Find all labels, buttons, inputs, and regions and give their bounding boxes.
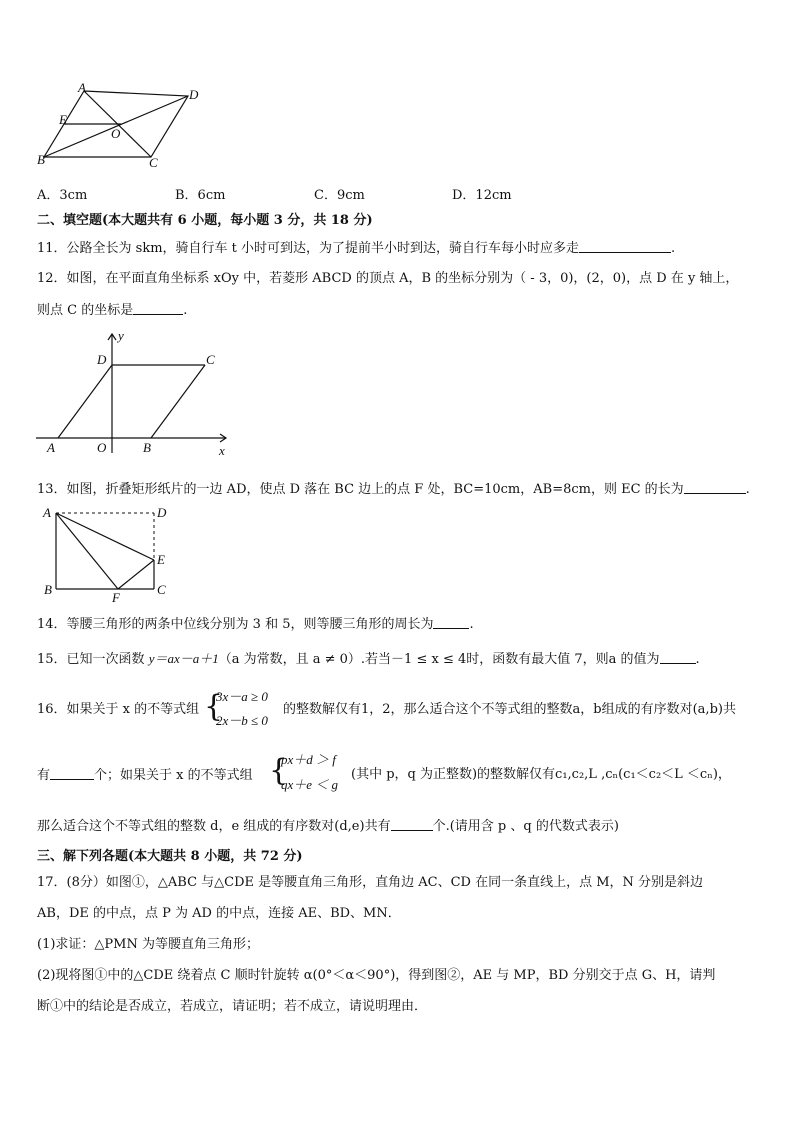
label-C: C	[157, 582, 166, 597]
q16-inequality-1b: 2x－b ≤ 0	[216, 713, 268, 728]
question-16-line-2	[37, 767, 253, 784]
axis-label-y: y	[118, 328, 124, 343]
q16-part-1: 16．如果关于 x 的不等式组	[37, 702, 200, 717]
answer-blank-12[interactable]	[133, 302, 183, 315]
q10-option-b: B．6cm	[175, 188, 226, 203]
label-E: E	[59, 112, 67, 127]
label-E: E	[157, 552, 165, 567]
label-O: O	[97, 440, 107, 455]
q12-line-2: 则点 C 的坐标是	[37, 303, 134, 318]
q16-brace-2: {	[269, 753, 289, 788]
q14-text: 14．等腰三角形的两条中位线分别为 3 和 5，则等腰三角形的周长为	[37, 617, 434, 632]
q15-part-2: （a 为常数，且 a ≠ 0）.若当－1 ≤ x ≤ 4时，函数有最大值 7，则a 的值为	[218, 652, 660, 667]
q13-text: 13．如图，折叠矩形纸片的一边 AD，使点 D 落在 BC 边上的点 F 处，BC=10cm，AB=8cm，则 EC 的长为	[37, 482, 684, 497]
label-O: O	[111, 126, 121, 141]
folded-rectangle-figure	[36, 502, 176, 602]
label-A: A	[47, 440, 55, 455]
q17-line-5: 断①中的结论是否成立，若成立，请证明；若不成立，请说明理由．	[37, 999, 428, 1014]
answer-blank-15[interactable]	[660, 651, 696, 664]
q17-line-1: 17．(8分）如图①，△ABC 与△CDE 是等腰直角三角形，直角边 AC、CD 在同一条直线上，点 M，N 分别是斜边	[37, 875, 704, 890]
label-D: D	[157, 505, 167, 520]
question-14	[37, 616, 474, 633]
q14-end: .	[469, 617, 474, 632]
label-B: B	[143, 440, 151, 455]
parallelogram-figure	[30, 80, 210, 172]
q15-function: y＝ax－a＋1	[148, 651, 219, 666]
label-D: D	[97, 352, 107, 367]
label-A: A	[78, 80, 86, 95]
q15-end: .	[695, 652, 700, 667]
q11-text: 11．公路全长为 skm，骑自行车 t 小时可到达，为了提前半小时到达，骑自行车每小时应多走	[37, 241, 580, 256]
question-13	[37, 481, 750, 498]
coordinate-rhombus-figure	[36, 328, 236, 458]
section-2-title: 二、填空题(本大题共有 6 小题，每小题 3 分，共 18 分)	[37, 213, 373, 228]
q16-part-2: 的整数解仅有1，2，那么适合这个不等式组的整数a，b组成的有序数对(a,b)共	[283, 702, 736, 717]
q12-line-1: 12．如图，在平面直角坐标系 xOy 中，若菱形 ABCD 的顶点 A，B 的坐标分别为（ - 3，0)，(2，0)，点 D 在 y 轴上，	[37, 271, 739, 286]
q17-line-3: (1)求证：△PMN 为等腰直角三角形；	[37, 937, 259, 952]
question-16-line-3	[37, 818, 619, 835]
q13-end: .	[745, 482, 750, 497]
axis-label-x: x	[219, 443, 225, 458]
label-C: C	[149, 155, 158, 170]
question-11	[37, 240, 675, 257]
q16-inequality-1a: 3x－a ≥ 0	[216, 689, 268, 704]
q16-inequality-2a: px＋d ＞ f	[281, 752, 336, 767]
q16-part-3: 有	[37, 768, 51, 783]
answer-blank-11[interactable]	[579, 240, 671, 253]
answer-blank-16b[interactable]	[391, 818, 433, 831]
q11-end: .	[671, 241, 676, 256]
q16-brace-1: {	[204, 689, 224, 724]
label-D: D	[189, 87, 199, 102]
answer-blank-14[interactable]	[433, 616, 469, 629]
label-A: A	[43, 505, 51, 520]
section-3-title: 三、解下列各题(本大题共 8 小题，共 72 分)	[37, 849, 303, 864]
q16-part-4: 个；如果关于 x 的不等式组	[94, 768, 253, 783]
answer-blank-16a[interactable]	[50, 767, 94, 780]
q10-option-d: D．12cm	[452, 188, 512, 203]
label-F: F	[112, 590, 120, 602]
label-C: C	[206, 352, 215, 367]
q17-line-2: AB，DE 的中点，点 P 为 AD 的中点，连接 AE、BD、MN．	[37, 906, 401, 921]
label-B: B	[37, 152, 45, 167]
q15-part-1: 15．已知一次函数	[37, 652, 149, 667]
question-12-line-2	[37, 302, 187, 319]
q10-option-a: A．3cm	[37, 188, 88, 203]
question-15	[37, 651, 700, 668]
q16-part-5: (其中 p，q 为正整数)的整数解仅有c₁,c₂,L ,cₙ(c₁＜c₂＜L ＜cₙ)，	[351, 767, 731, 782]
q16-part-6: 那么适合这个不等式组的整数 d，e 组成的有序数对(d,e)共有	[37, 819, 391, 834]
q16-part-7: 个.(请用含 p 、q 的代数式表示)	[432, 819, 619, 834]
answer-blank-13[interactable]	[684, 481, 746, 494]
q16-inequality-2b: qx＋e ＜ g	[281, 777, 339, 792]
label-B: B	[44, 582, 52, 597]
q17-line-4: (2)现将图①中的△CDE 绕着点 C 顺时针旋转 α(0°＜α＜90°)，得到图②，AE 与 MP，BD 分别交于点 G、H，请判	[37, 968, 716, 983]
q12-end: .	[183, 303, 188, 318]
q10-option-c: C．9cm	[314, 188, 365, 203]
